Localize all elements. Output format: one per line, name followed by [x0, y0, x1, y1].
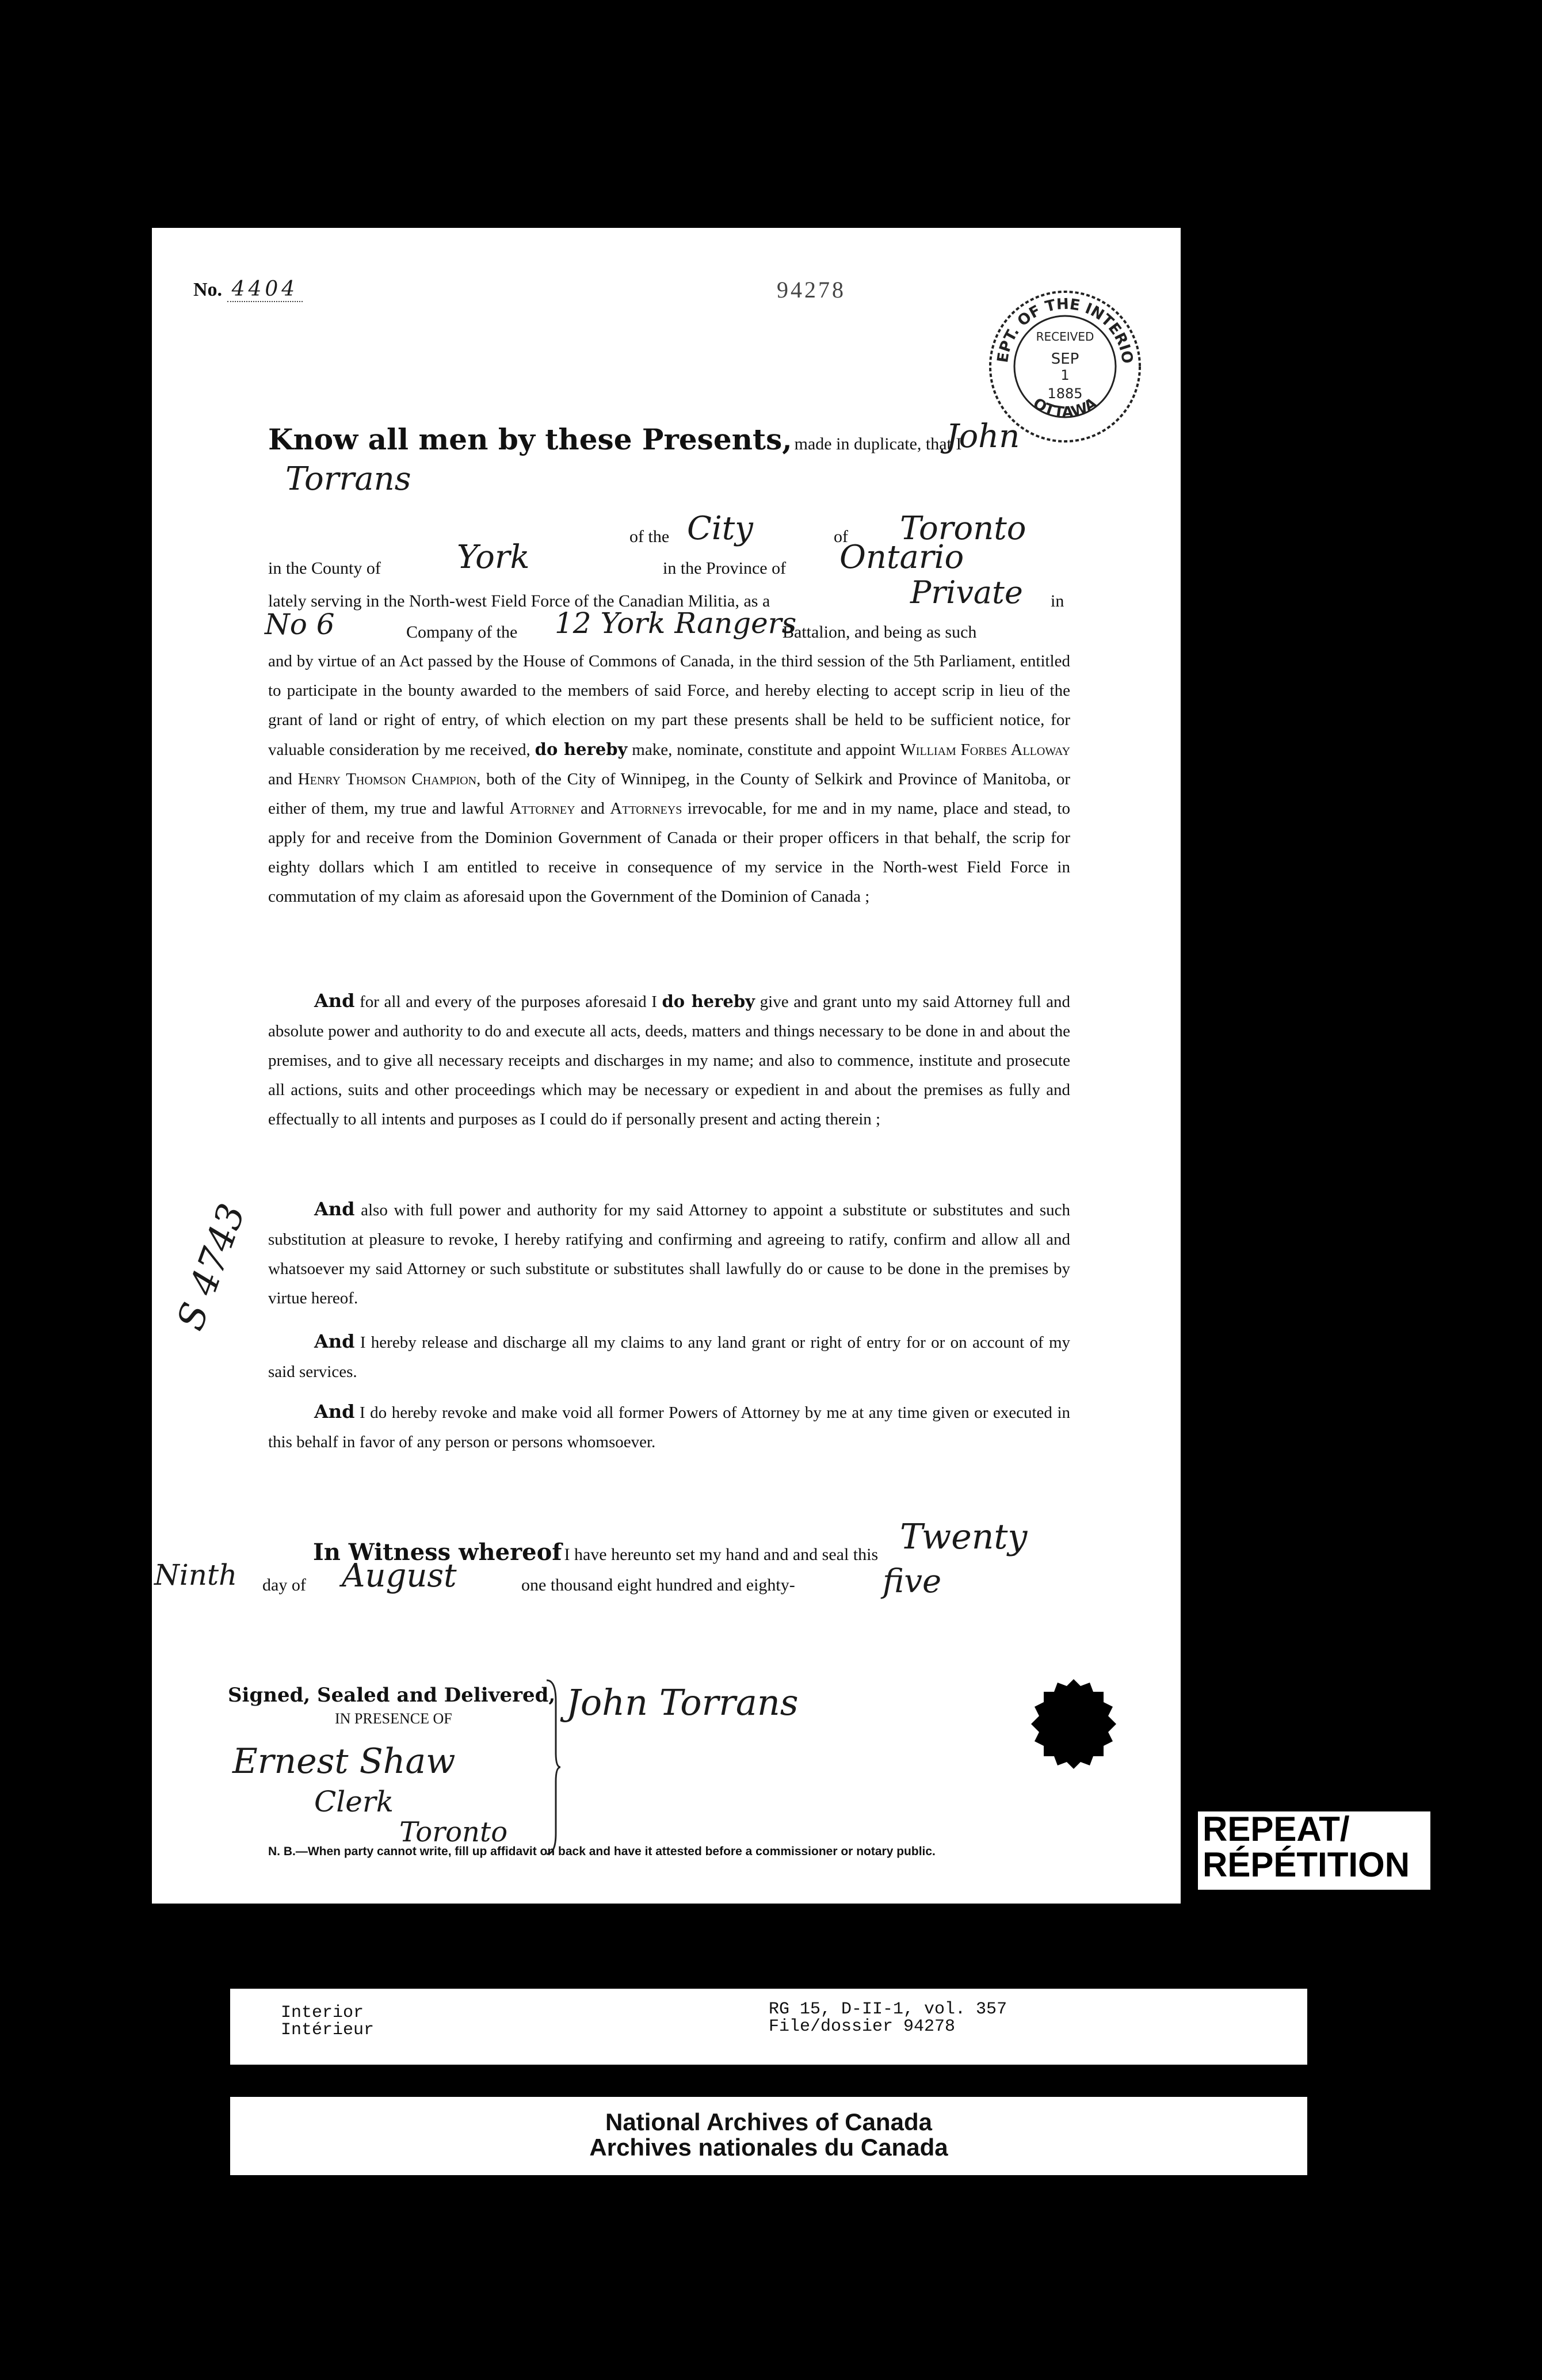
lately-serving: lately serving in the North-west Field Force of the Canadian Militia, as a	[268, 592, 770, 611]
para1-and-2: and	[580, 799, 605, 818]
made-in-duplicate: made in duplicate, that I	[794, 434, 962, 453]
para1-text: and by virtue of an Act passed by the House of Commons of Canada, in the third session of the 5th Parliament, entitled to participate in the bounty awarded to the members of said Force, and hereby electing to accept scrip in lieu of the grant of land or right of entry, of which election on my part these presents shall be held to be sufficient notice, for valuable consideration by me received,	[268, 652, 1070, 759]
company-label: Company of the	[406, 623, 518, 642]
institution-label	[230, 2097, 1307, 2175]
witness-text: I have hereunto set my hand and and seal this	[564, 1545, 879, 1564]
para1-do-hereby: do hereby	[535, 739, 628, 759]
archive-right-2: File/dossier 94278	[769, 2017, 956, 2036]
stamp-year: 1885	[1047, 386, 1083, 402]
name-field-1: John	[946, 418, 1020, 455]
repeat-line-1: REPEAT/	[1203, 1810, 1350, 1848]
margin-note: S 4743	[169, 1198, 254, 1336]
of-the-value: City	[687, 510, 753, 547]
archive-reference-label	[230, 1989, 1307, 2065]
battalion-value: 12 York Rangers	[555, 607, 797, 640]
of-the-label: of the	[629, 527, 670, 546]
of-label: of	[834, 527, 848, 546]
para2-do-hereby: do hereby	[662, 991, 755, 1011]
institution-fr: Archives nationales du Canada	[589, 2134, 948, 2161]
body-paragraph-4	[268, 1327, 1070, 1387]
witness-place: Toronto	[399, 1816, 508, 1848]
body-paragraph-1	[268, 647, 1070, 911]
para3-and: And	[314, 1198, 355, 1220]
company-value: No 6	[265, 608, 335, 641]
para3-text: also with full power and authority for my said Attorney to appoint a substitute or substitutes and such substitution at pleasure to revoke, I hereby ratifying and confirming and agreeing to ratify, confirm and allow all and whatsoever my said Attorney or such substitute or substitutes shall lawfully do or cause to be done in the premises by virtue hereof.	[268, 1201, 1071, 1307]
number-value: 4404	[227, 277, 303, 302]
para5-and: And	[314, 1401, 355, 1422]
year-words-2: five	[883, 1563, 942, 1600]
signed-heading: Signed, Sealed and Delivered,	[228, 1684, 556, 1707]
rank-value: Private	[910, 574, 1023, 611]
document-number	[193, 277, 303, 301]
stamp-month: SEP	[1051, 350, 1079, 368]
witness-heading: In Witness whereof	[313, 1539, 562, 1566]
para2-b: give and grant unto my said Attorney full and absolute power and authority to do and execute all acts, deeds, matters and things necessary to be done in and about the premises, and to give all necessary receipts and discharges in my name; and also to commence, institute and prosecute all actions, suits and other proceedings which may be necessary or expedient in and about the premises as fully and effectually to all intents and purposes as I could do if personally present and acting therein ;	[268, 993, 1071, 1128]
nb-note: N. B.—When party cannot write, fill up affidavit on back and have it attested before a commissioner or notary public.	[268, 1845, 936, 1858]
name-field-2: Torrans	[285, 460, 411, 498]
wax-seal	[1028, 1678, 1120, 1770]
para1-appoint: make, nominate, constitute and appoint	[632, 741, 896, 759]
body-paragraph-2	[268, 986, 1070, 1134]
number-prefix: No.	[193, 279, 223, 300]
para2-and: And	[314, 990, 355, 1012]
witness-title: Clerk	[314, 1785, 394, 1818]
attorney-word: Attorney	[509, 799, 575, 818]
signature-brace	[544, 1678, 562, 1856]
of-value: Toronto	[900, 510, 1026, 547]
para1-after: both of the City of Winnipeg, in the County of Selkirk and Province of Manitoba, or either of them, my true and lawful	[268, 770, 1071, 818]
institution-en: National Archives of Canada	[605, 2108, 932, 2135]
signature: John Torrans	[566, 1681, 799, 1723]
stamp-received: RECEIVED	[1036, 330, 1094, 344]
archive-left-2: Intérieur	[281, 2020, 375, 2040]
archive-left-1: Interior	[281, 2003, 364, 2023]
one-thousand-label: one thousand eight hundred and eighty-	[521, 1576, 795, 1595]
witness-name: Ernest Shaw	[232, 1741, 456, 1782]
repeat-label	[1198, 1811, 1430, 1890]
battalion-tail: Battalion, and being as such	[783, 623, 977, 642]
day-value: Ninth	[154, 1558, 238, 1592]
presents-line	[268, 422, 961, 456]
attorneys-word: Attorneys	[610, 799, 682, 818]
month-value: August	[342, 1557, 457, 1595]
presents-heading: Know all men by these Presents,	[268, 422, 792, 456]
repeat-line-2: RÉPÉTITION	[1203, 1845, 1410, 1884]
para2-a: for all and every of the purposes aforesaid I	[360, 993, 657, 1011]
file-number: 94278	[777, 277, 846, 303]
para1-and: and	[268, 770, 292, 788]
province-label: in the Province of	[663, 559, 787, 578]
county-value: York	[457, 539, 530, 576]
para4-and: And	[314, 1330, 355, 1352]
in-presence-of: IN PRESENCE OF	[335, 1710, 452, 1727]
in-label: in	[1051, 592, 1064, 611]
year-words-1: Twenty	[900, 1517, 1028, 1557]
province-value: Ontario	[839, 539, 964, 576]
stamp-day: 1	[1060, 367, 1070, 383]
body-paragraph-5	[268, 1397, 1070, 1457]
para4-text: I hereby release and discharge all my claims to any land grant or right of entry for or on account of my said services.	[268, 1333, 1071, 1381]
county-label: in the County of	[268, 559, 381, 578]
attorney-1: William Forbes Alloway	[900, 741, 1071, 759]
para5-text: I do hereby revoke and make void all former Powers of Attorney by me at any time given or executed in this behalf in favor of any person or persons whomsoever.	[268, 1403, 1071, 1451]
attorney-2: Henry Thomson Champion,	[297, 770, 481, 788]
day-of-label: day of	[262, 1576, 306, 1595]
para1-end: irrevocable, for me and in my name, place and stead, to apply for and receive from the Dominion Government of Canada or their proper officers in that behalf, the scrip for eighty dollars which I am entitled to receive in consequence of my service in the North-west Field Force in commutation of my claim as aforesaid upon the Government of the Dominion of Canada ;	[268, 799, 1071, 906]
body-paragraph-3	[268, 1195, 1070, 1313]
stamp-top-text: EPT. OF THE INTERIO	[994, 295, 1136, 365]
archive-right-1: RG 15, D-II-1, vol. 357	[769, 2000, 1007, 2019]
stamp-bottom-text: OTTAWA	[1030, 395, 1100, 422]
document-page	[152, 228, 1181, 1904]
